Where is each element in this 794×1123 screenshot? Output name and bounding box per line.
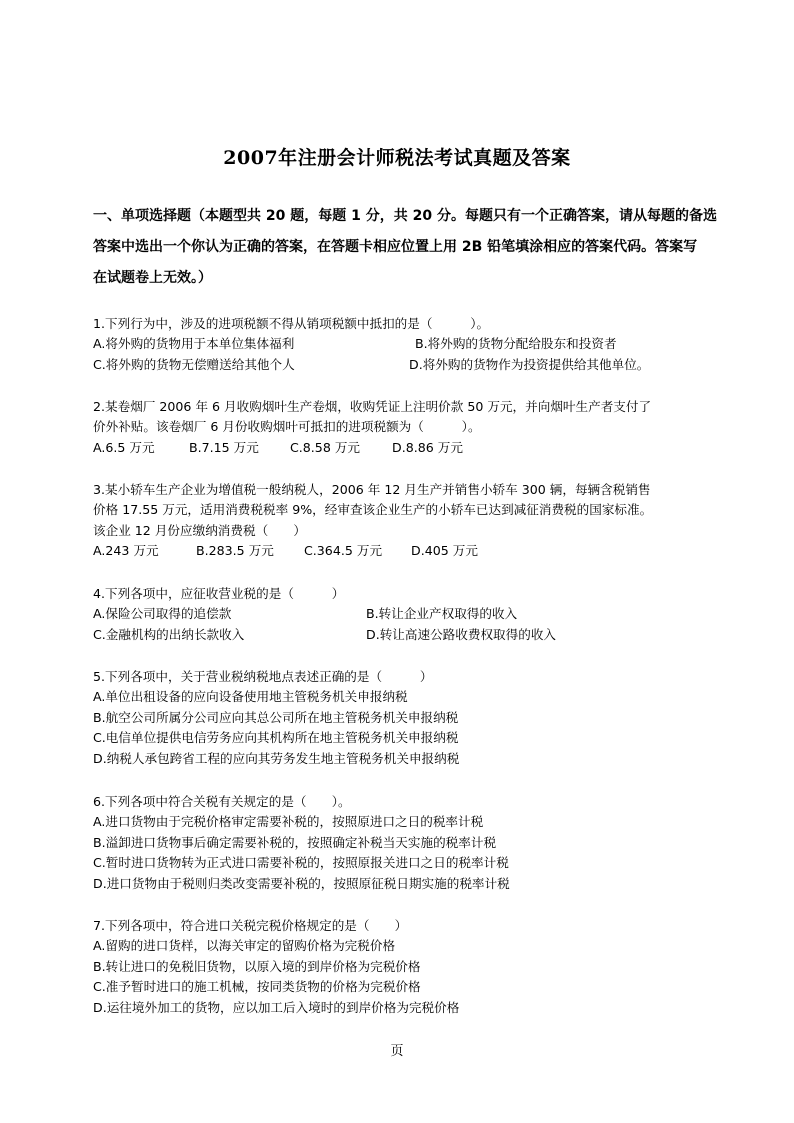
question-stem: 1.下列行为中，涉及的进项税额不得从销项税额中抵扣的是（ ）。 [93, 316, 490, 331]
option-d: D.将外购的货物作为投资提供给其他单位。 [409, 357, 650, 372]
option-b: B.溢卸进口货物事后确定需要补税的，按照确定补税当天实施的税率计税 [93, 835, 497, 850]
option-a: A.6.5 万元 [93, 440, 155, 455]
option-c: C.暂时进口货物转为正式进口需要补税的，按照原报关进口之日的税率计税 [93, 855, 509, 870]
question-stem: 3.某小轿车生产企业为增值税一般纳税人，2006 年 12 月生产并销售小轿车 300 辆，每辆含税销售 [93, 482, 651, 497]
document-title: 2007年注册会计师税法考试真题及答案 [223, 147, 571, 169]
question-stem: 6.下列各项中符合关税有关规定的是（ ）。 [93, 794, 351, 809]
option-b: B.航空公司所属分公司应向其总公司所在地主管税务机关申报纳税 [93, 710, 459, 725]
option-b: B.转让企业产权取得的收入 [366, 606, 518, 621]
option-c: C.电信单位提供电信劳务应向其机构所在地主管税务机关申报纳税 [93, 730, 459, 745]
option-b: B.283.5 万元 [196, 543, 274, 558]
option-a: A.留购的进口货样，以海关审定的留购价格为完税价格 [93, 938, 396, 953]
option-c: C.8.58 万元 [290, 440, 361, 455]
option-c: C.364.5 万元 [304, 543, 383, 558]
question-stem: 该企业 12 月份应缴纳消费税（ ） [93, 523, 306, 538]
question-stem: 5.下列各项中，关于营业税纳税地点表述正确的是（ ） [93, 669, 433, 684]
question-stem: 价格 17.55 万元，适用消费税税率 9%，经审查该企业生产的小轿车已达到减征消费税的国家标准。 [93, 502, 653, 517]
option-b: B.转让进口的免税旧货物，以原入境的到岸价格为完税价格 [93, 959, 421, 974]
section-heading-line: 在试题卷上无效。） [93, 270, 212, 286]
option-b: B.将外购的货物分配给股东和投资者 [415, 336, 617, 351]
option-a: A.进口货物由于完税价格审定需要补税的，按照原进口之日的税率计税 [93, 814, 484, 829]
question-stem: 4.下列各项中，应征收营业税的是（ ） [93, 586, 345, 601]
page-footer: 页 [390, 1044, 404, 1059]
option-d: D.8.86 万元 [392, 440, 463, 455]
option-b: B.7.15 万元 [189, 440, 259, 455]
option-c: C.将外购的货物无偿赠送给其他个人 [93, 357, 295, 372]
option-a: A.243 万元 [93, 543, 159, 558]
section-heading-line: 答案中选出一个你认为正确的答案，在答题卡相应位置上用 2B 铅笔填涂相应的答案代码。答案写 [93, 239, 698, 255]
section-heading-line: 一、单项选择题（本题型共 20 题，每题 1 分，共 20 分。每题只有一个正确答案，请从每题的备选 [93, 208, 717, 224]
question-stem: 2.某卷烟厂 2006 年 6 月收购烟叶生产卷烟，收购凭证上注明价款 50 万元，并向烟叶生产者支付了 [93, 399, 652, 414]
option-c: C.准予暂时进口的施工机械，按同类货物的价格为完税价格 [93, 979, 421, 994]
option-d: D.进口货物由于税则归类改变需要补税的，按照原征税日期实施的税率计税 [93, 876, 510, 891]
option-d: D.运往境外加工的货物，应以加工后入境时的到岸价格为完税价格 [93, 1000, 460, 1015]
option-a: A.保险公司取得的追偿款 [93, 606, 232, 621]
option-c: C.金融机构的出纳长款收入 [93, 627, 245, 642]
option-d: D.纳税人承包跨省工程的应向其劳务发生地主管税务机关申报纳税 [93, 751, 460, 766]
option-d: D.转让高速公路收费权取得的收入 [366, 627, 557, 642]
option-a: A.单位出租设备的应向设备使用地主管税务机关申报纳税 [93, 689, 408, 704]
question-stem: 价外补贴。该卷烟厂 6 月份收购烟叶可抵扣的进项税额为（ ）。 [93, 419, 481, 434]
question-stem: 7.下列各项中，符合进口关税完税价格规定的是（ ） [93, 918, 408, 933]
option-a: A.将外购的货物用于本单位集体福利 [93, 336, 295, 351]
option-d: D.405 万元 [411, 543, 478, 558]
